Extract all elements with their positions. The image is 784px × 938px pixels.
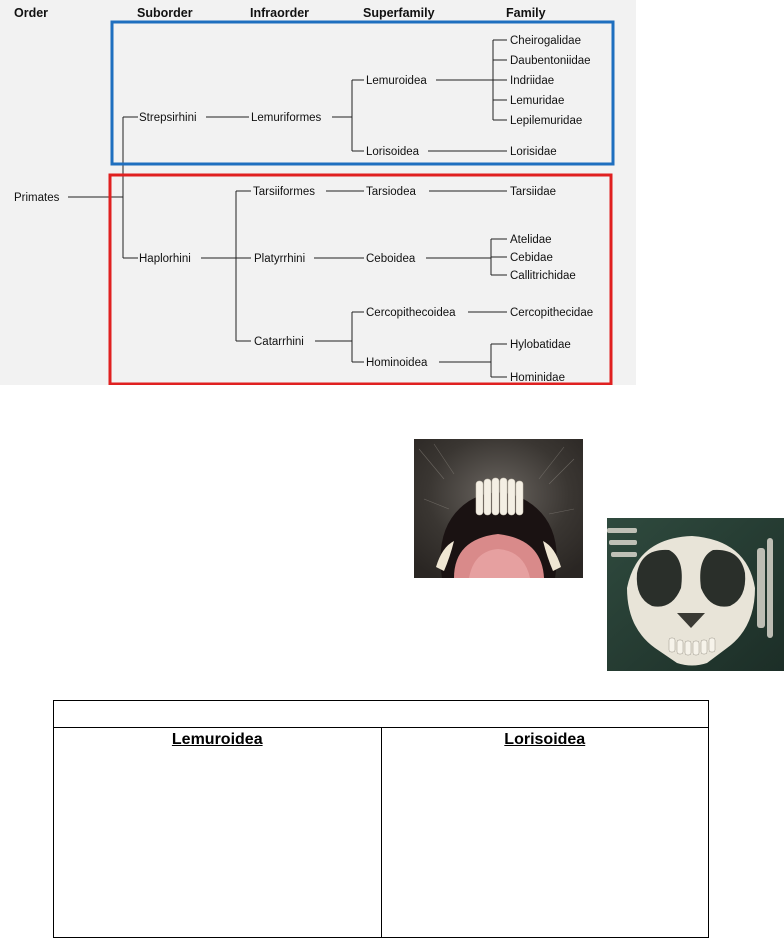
superfamily-hominoidea: Hominoidea — [366, 357, 428, 369]
order-primates: Primates — [14, 192, 60, 204]
superfamily-cercopithecoidea: Cercopithecoidea — [366, 307, 456, 319]
toothcomb-photo — [414, 439, 583, 578]
family-cheirogalidae: Cheirogalidae — [510, 35, 581, 47]
superfamily-lemuroidea: Lemuroidea — [366, 75, 427, 87]
lemuroidea-cell[interactable] — [54, 728, 382, 938]
superfamily-ceboidea: Ceboidea — [366, 253, 416, 265]
family-lepilemuridae: Lepilemuridae — [510, 115, 583, 127]
infraorder-catarrhini: Catarrhini — [254, 336, 304, 348]
comparison-table — [53, 700, 709, 938]
infraorder-tarsiiformes: Tarsiiformes — [253, 186, 315, 198]
family-daubentoniidae: Daubentoniidae — [510, 55, 591, 67]
classification-tree-panel — [0, 0, 636, 385]
lemuroidea-column-heading: Lemuroidea — [171, 731, 263, 748]
classification-tree — [0, 0, 636, 385]
family-indriidae: Indriidae — [510, 75, 555, 87]
infraorder-platyrrhini: Platyrrhini — [254, 253, 306, 265]
family-cercopithecidae: Cercopithecidae — [510, 307, 594, 319]
family-atelidae: Atelidae — [510, 234, 552, 246]
family-lorisidae: Lorisidae — [510, 146, 557, 158]
infraorder-lemuriformes: Lemuriformes — [251, 112, 322, 124]
superfamily-tarsiodea: Tarsiodea — [366, 186, 416, 198]
skull-photo — [607, 518, 784, 671]
lorisoidea-cell[interactable] — [381, 728, 709, 938]
header-family: Family — [506, 6, 546, 20]
family-cebidae: Cebidae — [510, 252, 553, 264]
suborder-strepsirhini: Strepsirhini — [139, 112, 197, 124]
suborder-haplorhini: Haplorhini — [139, 253, 191, 265]
family-tarsiidae: Tarsiidae — [510, 186, 557, 198]
table-caption-cell[interactable] — [54, 701, 709, 728]
family-callitrichidae: Callitrichidae — [510, 270, 576, 282]
family-lemuridae: Lemuridae — [510, 95, 565, 107]
header-suborder: Suborder — [137, 6, 193, 20]
family-hylobatidae: Hylobatidae — [510, 339, 571, 351]
tree-branches — [68, 40, 507, 377]
family-hominidae: Hominidae — [510, 372, 565, 384]
lorisoidea-column-heading: Lorisoidea — [504, 731, 586, 748]
superfamily-lorisoidea: Lorisoidea — [366, 146, 420, 158]
header-order: Order — [14, 6, 49, 20]
header-superfamily: Superfamily — [363, 6, 435, 20]
header-infraorder: Infraorder — [250, 6, 310, 20]
